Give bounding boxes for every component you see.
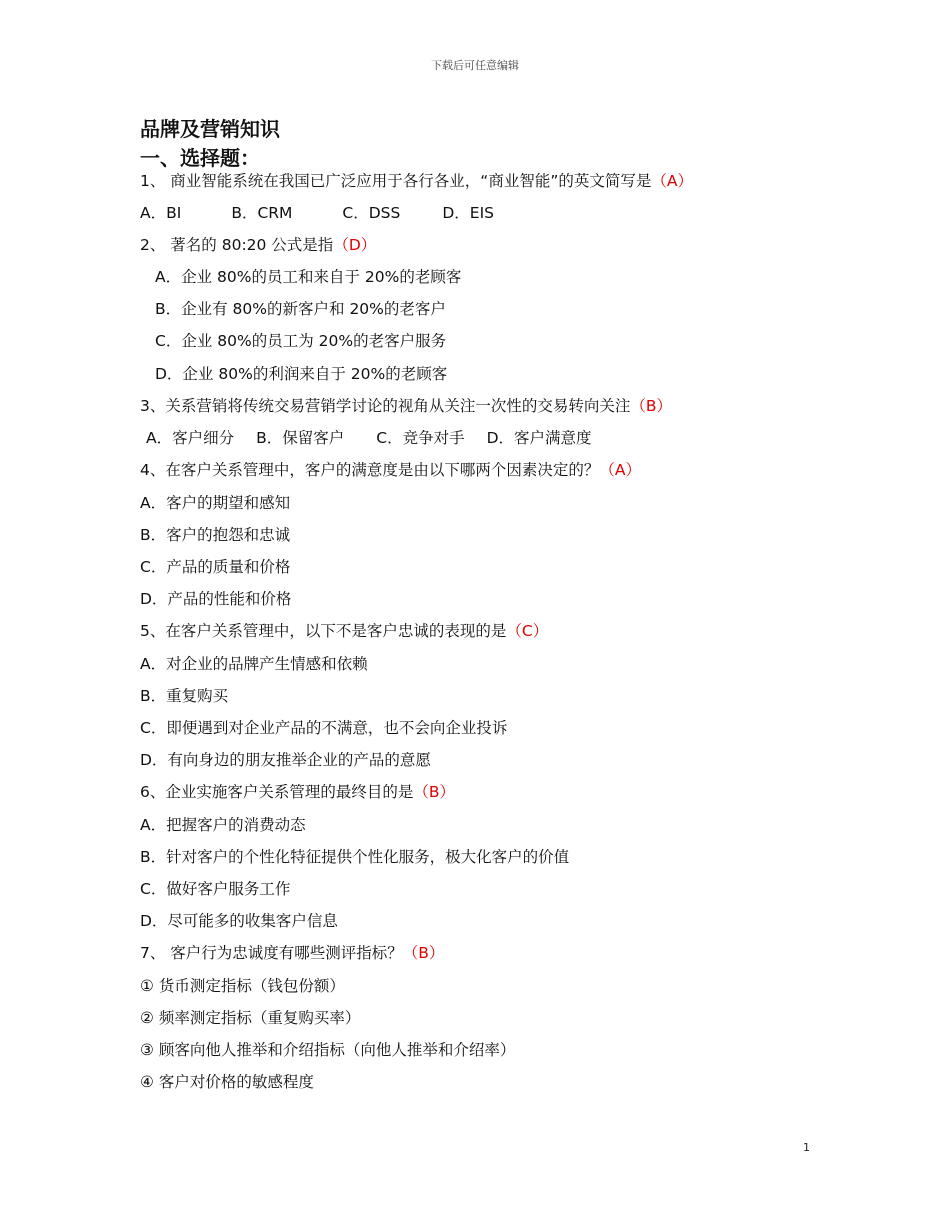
question-answer: （B） [630,397,673,415]
option: D．客户满意度 [486,429,592,447]
question-text: 3、关系营销将传统交易营销学讨论的视角从关注一次性的交易转向关注 [140,397,631,415]
question-text: 7、 客户行为忠诚度有哪些测评指标？ [140,944,403,962]
option: B．CRM [231,204,293,222]
question-answer: （D） [333,236,377,254]
question-answer: （B） [402,944,445,962]
option: A．BI [140,204,182,222]
question-3 [140,395,672,417]
option: A．对企业的品牌产生情感和依赖 [140,655,368,673]
document-title: 品牌及营销知识 [140,117,280,141]
question-answer: （C） [506,622,549,640]
question-6 [140,781,455,803]
question-text: 5、在客户关系管理中，以下不是客户忠诚的表现的是 [140,622,507,640]
section-heading: 一、选择题： [140,146,260,170]
option: C．即便遇到对企业产品的不满意，也不会向企业投诉 [140,719,508,737]
question-2 [140,234,376,256]
question-answer: （A） [651,172,693,190]
question-1-options [140,202,494,224]
option: C．企业 80%的员工为 20%的老客户服务 [155,332,447,350]
question-text: 1、 商业智能系统在我国已广泛应用于各行各业，“商业智能”的英文简写是 [140,172,652,190]
option: B．重复购买 [140,687,229,705]
option: ② 频率测定指标（重复购买率） [140,1009,361,1027]
option: B．客户的抱怨和忠诚 [140,526,291,544]
option: ④ 客户对价格的敏感程度 [140,1073,314,1091]
header-note: 下载后可任意编辑 [431,59,519,72]
option: D．企业 80%的利润来自于 20%的老顾客 [155,365,448,383]
question-1 [140,170,693,192]
option: B．针对客户的个性化特征提供个性化服务，极大化客户的价值 [140,848,570,866]
option: D．EIS [442,204,494,222]
option: C．产品的质量和价格 [140,558,291,576]
question-text: 4、在客户关系管理中，客户的满意度是由以下哪两个因素决定的？ [140,461,600,479]
option: A．客户细分 [146,429,235,447]
option: D．尽可能多的收集客户信息 [140,912,338,930]
option: C．DSS [342,204,401,222]
question-4 [140,459,641,481]
question-3-options [146,427,592,449]
option: D．产品的性能和价格 [140,590,292,608]
question-5 [140,620,548,642]
option: A．客户的期望和感知 [140,494,291,512]
option: C．竞争对手 [376,429,465,447]
option: B．企业有 80%的新客户和 20%的老客户 [155,300,446,318]
option: ③ 顾客向他人推举和介绍指标（向他人推举和介绍率） [140,1041,516,1059]
page-number: 1 [803,1141,810,1154]
question-text: 2、 著名的 80:20 公式是指 [140,236,334,254]
option: ① 货币测定指标（钱包份额） [140,977,345,995]
question-answer: （A） [599,461,641,479]
option: A．企业 80%的员工和来自于 20%的老顾客 [155,268,462,286]
option: B．保留客户 [256,429,345,447]
question-text: 6、企业实施客户关系管理的最终目的是 [140,783,414,801]
option: C．做好客户服务工作 [140,880,291,898]
question-7 [140,942,444,964]
question-answer: （B） [413,783,456,801]
option: D．有向身边的朋友推举企业的产品的意愿 [140,751,431,769]
option: A．把握客户的消费动态 [140,816,306,834]
